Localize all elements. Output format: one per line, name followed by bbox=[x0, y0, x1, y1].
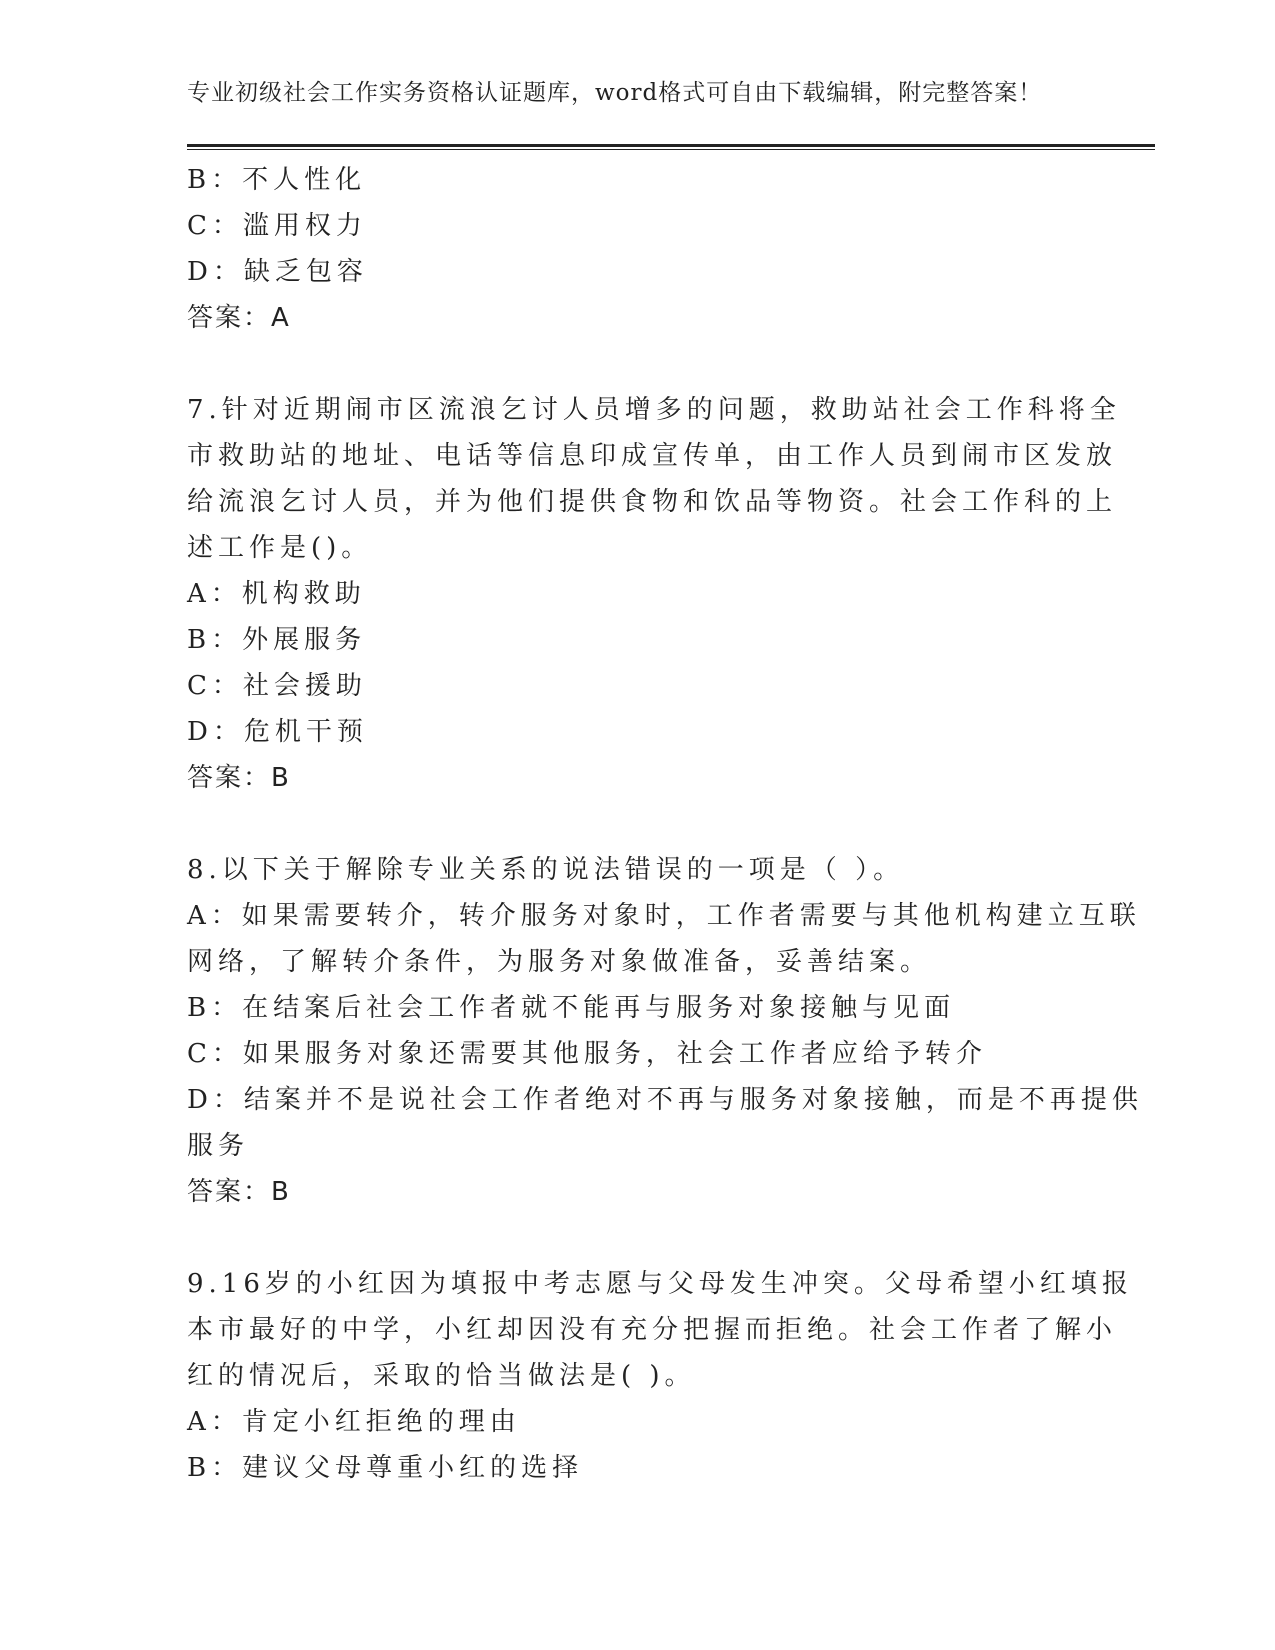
question-stem-line: 9.16岁的小红因为填报中考志愿与父母发生冲突。父母希望小红填报 bbox=[187, 1269, 1133, 1299]
header-divider bbox=[187, 144, 1155, 150]
question-6-tail bbox=[187, 157, 1067, 341]
question-9 bbox=[187, 1261, 1133, 1491]
question-stem-line: 市救助站的地址、电话等信息印成宣传单，由工作人员到闹市区发放 bbox=[187, 441, 1118, 471]
option-d: D：危机干预 bbox=[187, 717, 368, 747]
option-line: C：如果服务对象还需要其他服务，社会工作者应给予转介 bbox=[187, 1039, 987, 1069]
option-line: 服务 bbox=[187, 1131, 250, 1161]
option-line: D：结案并不是说社会工作者绝对不再与服务对象接触，而是不再提供 bbox=[187, 1085, 1143, 1115]
spacer bbox=[187, 801, 1067, 847]
page-header-note: 专业初级社会工作实务资格认证题库，word格式可自由下载编辑，附完整答案！ bbox=[187, 80, 1043, 106]
question-stem-line: 7.针对近期闹市区流浪乞讨人员增多的问题，救助站社会工作科将全 bbox=[187, 395, 1121, 425]
question-stem-line: 8.以下关于解除专业关系的说法错误的一项是（ ）。 bbox=[187, 855, 905, 885]
question-7 bbox=[187, 387, 1121, 801]
question-8 bbox=[187, 847, 1143, 1215]
option-line: A：如果需要转介，转介服务对象时，工作者需要与其他机构建立互联 bbox=[187, 901, 1141, 931]
option-b: B：不人性化 bbox=[187, 165, 367, 195]
question-stem-line: 给流浪乞讨人员，并为他们提供食物和饮品等物资。社会工作科的上 bbox=[187, 487, 1118, 517]
question-content bbox=[187, 157, 1143, 1491]
answer-line: 答案：A bbox=[187, 303, 291, 333]
option-d: D：缺乏包容 bbox=[187, 257, 368, 287]
spacer bbox=[187, 341, 1067, 387]
option-a: A：机构救助 bbox=[187, 579, 366, 609]
option-b: B：建议父母尊重小红的选择 bbox=[187, 1453, 584, 1483]
question-stem-line: 述工作是()。 bbox=[187, 533, 373, 563]
answer-line: 答案：B bbox=[187, 763, 291, 793]
option-line: B：在结案后社会工作者就不能再与服务对象接触与见面 bbox=[187, 993, 956, 1023]
question-stem-line: 本市最好的中学，小红却因没有充分把握而拒绝。社会工作者了解小 bbox=[187, 1315, 1118, 1345]
answer-line: 答案：B bbox=[187, 1177, 291, 1207]
option-c: C：社会援助 bbox=[187, 671, 367, 701]
spacer bbox=[187, 1215, 1067, 1261]
option-b: B：外展服务 bbox=[187, 625, 367, 655]
option-line: 网络，了解转介条件，为服务对象做准备，妥善结案。 bbox=[187, 947, 932, 977]
question-stem-line: 红的情况后，采取的恰当做法是( )。 bbox=[187, 1361, 696, 1391]
option-a: A：肯定小红拒绝的理由 bbox=[187, 1407, 521, 1437]
option-c: C：滥用权力 bbox=[187, 211, 367, 241]
